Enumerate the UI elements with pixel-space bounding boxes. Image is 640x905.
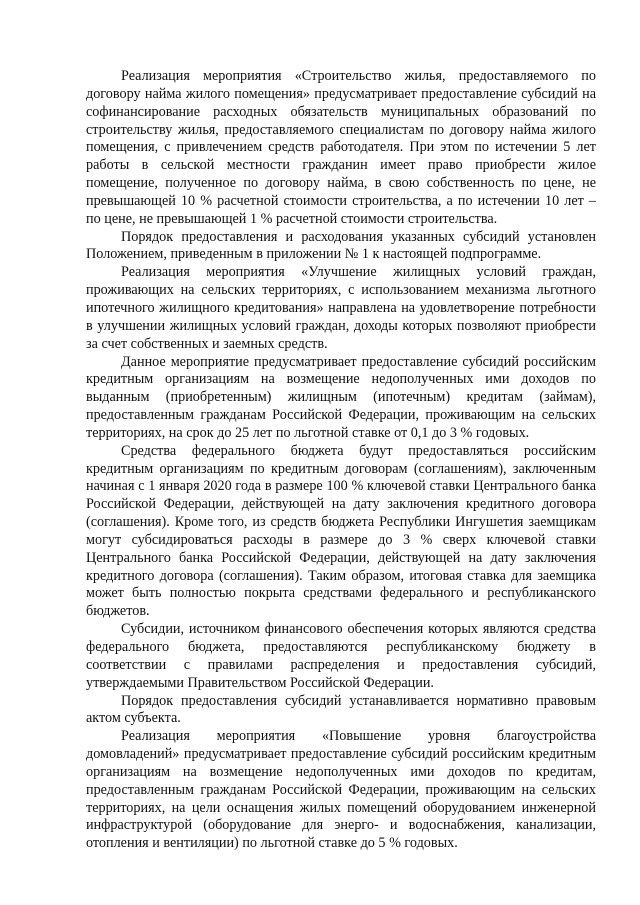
paragraph-subsidy-procedure: Порядок предоставления и расходования указанных субсидий установлен Положением, приведенным в приложении № 1 к настоящей подпрограмме. (86, 228, 596, 263)
paragraph-home-improvement: Реализация мероприятия «Повышение уровня благоустройства домовладений» предусматривает предоставление субсидий российским кредитным организациям на возмещение недополученных ими доходов по кредитам, предоставленным гражданам Российской Федерации, проживающим на сельских территориях, на цели оснащения жилых помещений оборудованием инженерной инфраструктурой (оборудование для энерго- и водоснабжения, канализации, отопления и вентиляции) по льготной ставке до 5 % годовых. (86, 728, 596, 852)
paragraph-federal-budget-funds: Средства федерального бюджета будут предоставляться российским кредитным организациям по кредитным договорам (соглашениям), заключенным начиная с 1 января 2020 года в размере 100 % ключевой ставки Центрального банка Российской Федерации, действующей на дату заключения кредитного договора (соглашения). Кроме того, из средств бюджета Республики Ингушетия заемщикам могут субсидироваться расходы в размере до 3 % сверх ключевой ставки Центрального банка Российской Федерации, действующей на дату заключения кредитного договора (соглашения). Таким образом, итоговая ставка для заемщика может быть полностью покрыта средствами федерального и республиканского бюджетов. (86, 442, 596, 620)
document-page (86, 68, 596, 853)
paragraph-subject-act: Порядок предоставления субсидий устанавливается нормативно правовым актом субъекта. (86, 692, 596, 727)
paragraph-mortgage-program: Реализация мероприятия «Улучшение жилищных условий граждан, проживающих на сельских территориях, с использованием механизма льготного ипотечного жилищного кредитования» направлена на удовлетворение потребности в улучшении жилищных условий граждан, доходы которых позволяют приобрести за счет собственных и заемных средств. (86, 264, 596, 352)
paragraph-federal-subsidies: Субсидии, источником финансового обеспечения которых являются средства федерального бюджета, предоставляются республиканскому бюджету в соответствии с правилами распределения и предоставления субсидий, утверждаемыми Правительством Российской Федерации. (86, 621, 596, 691)
paragraph-mortgage-subsidies: Данное мероприятие предусматривает предоставление субсидий российским кредитным организациям на возмещение недополученных ими доходов по выданным (приобретенным) жилищным (ипотечным) кредитам (займам), предоставленным гражданам Российской Федерации, проживающим на сельских территориях, на срок до 25 лет по льготной ставке от 0,1 до 3 % годовых. (86, 353, 596, 441)
paragraph-housing-construction: Реализация мероприятия «Строительство жилья, предоставляемого по договору найма жилого помещения» предусматривает предоставление субсидий на софинансирование расходных обязательств муниципальных образований по строительству жилья, предоставляемого специалистам по договору найма жилого помещения, с привлечением средств работодателя. При этом по истечении 5 лет работы в сельской местности гражданин имеет право приобрести жилое помещение, полученное по договору найма, в свою собственность по цене, не превышающей 10 % расчетной стоимости строительства, а по истечении 10 лет – по цене, не превышающей 1 % расчетной стоимости строительства. (86, 68, 596, 227)
